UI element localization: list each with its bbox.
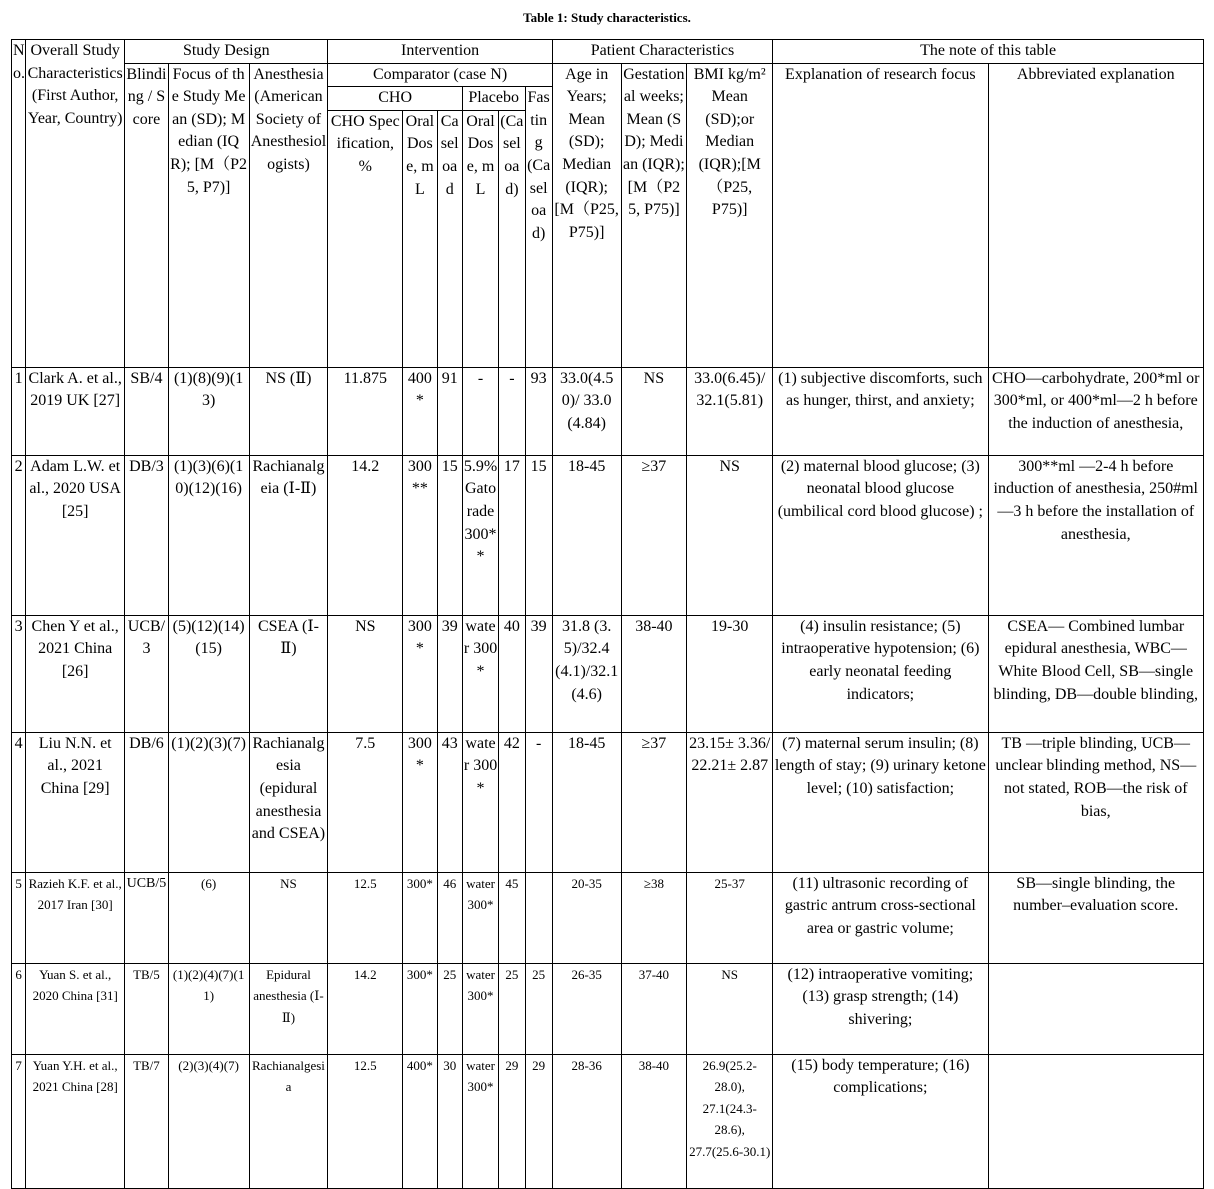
- cell-blinding: DB/3: [125, 455, 168, 615]
- cell-anesthesia: Epidural anesthesia (Ⅰ-Ⅱ): [249, 963, 328, 1054]
- cell-age: 31.8 (3.5)/32.4 (4.1)/32.1 (4.6): [552, 615, 621, 732]
- cell-placebo-oral: water 300*: [462, 872, 498, 963]
- cell-gestational: ≥38: [621, 872, 687, 963]
- header-overall: Overall Study Characteristics (First Author, Year, Country): [26, 40, 125, 368]
- cell-placebo-oral: water 300*: [462, 963, 498, 1054]
- cell-cho-case: 39: [437, 615, 462, 732]
- cell-no: 1: [12, 367, 26, 455]
- cell-study: Yuan Y.H. et al., 2021 China [28]: [26, 1054, 125, 1188]
- header-placebo: Placebo: [462, 87, 525, 111]
- cell-bmi: 26.9(25.2-28.0), 27.1(24.3-28.6), 27.7(25.6-30.1): [687, 1054, 773, 1188]
- header-placebo-oral: Oral Dose, mL: [462, 110, 498, 367]
- header-abbreviated: Abbreviated explanation: [988, 63, 1203, 367]
- cell-explanation: (15) body temperature; (16) complications;: [773, 1054, 988, 1188]
- cell-cho-oral: 300*: [403, 732, 437, 872]
- header-no: No.: [12, 40, 26, 368]
- cell-fasting: [525, 872, 552, 963]
- cell-abbreviated: TB —triple blinding, UCB—unclear blinding method, NS—not stated, ROB—the risk of bias,: [988, 732, 1203, 872]
- cell-cho-oral: 400*: [403, 1054, 437, 1188]
- cell-blinding: UCB/5: [125, 872, 168, 963]
- cell-placebo-case: -: [499, 367, 525, 455]
- header-patient-characteristics: Patient Characteristics: [552, 40, 772, 64]
- cell-anesthesia: CSEA (Ⅰ-Ⅱ): [249, 615, 328, 732]
- cell-cho-spec: 7.5: [328, 732, 403, 872]
- cell-focus: (6): [168, 872, 249, 963]
- cell-cho-oral: 300*: [403, 615, 437, 732]
- cell-focus: (2)(3)(4)(7): [168, 1054, 249, 1188]
- cell-gestational: 37-40: [621, 963, 687, 1054]
- cell-anesthesia: Rachianalgesia: [249, 1054, 328, 1188]
- cell-study: Yuan S. et al., 2020 China [31]: [26, 963, 125, 1054]
- cell-age: 33.0(4.50)/ 33.0 (4.84): [552, 367, 621, 455]
- cell-cho-oral: 300*: [403, 872, 437, 963]
- cell-blinding: SB/4: [125, 367, 168, 455]
- cell-age: 28-36: [552, 1054, 621, 1188]
- cell-placebo-oral: water 300*: [462, 615, 498, 732]
- cell-placebo-oral: -: [462, 367, 498, 455]
- cell-cho-case: 15: [437, 455, 462, 615]
- cell-placebo-case: 40: [499, 615, 525, 732]
- table-row: [12, 455, 1204, 615]
- cell-explanation: (2) maternal blood glucose; (3) neonatal blood glucose (umbilical cord blood glucose) ;: [773, 455, 988, 615]
- header-placebo-case: (Caseload): [499, 110, 525, 367]
- cell-anesthesia: NS (Ⅱ): [249, 367, 328, 455]
- cell-anesthesia: Rachianalgeia (Ⅰ-Ⅱ): [249, 455, 328, 615]
- cell-fasting: 93: [525, 367, 552, 455]
- cell-cho-case: 43: [437, 732, 462, 872]
- cell-no: 3: [12, 615, 26, 732]
- cell-cho-case: 91: [437, 367, 462, 455]
- cell-age: 20-35: [552, 872, 621, 963]
- cell-focus: (1)(3)(6)(10)(12)(16): [168, 455, 249, 615]
- cell-explanation: (4) insulin resistance; (5) intraoperative hypotension; (6) early neonatal feeding indicators;: [773, 615, 988, 732]
- cell-fasting: 39: [525, 615, 552, 732]
- cell-focus: (1)(2)(4)(7)(11): [168, 963, 249, 1054]
- cell-age: 18-45: [552, 455, 621, 615]
- cell-abbreviated: CHO—carbohydrate, 200*ml or 300*ml, or 400*ml—2 h before the induction of anesthesia,: [988, 367, 1203, 455]
- header-age: Age in Years; Mean (SD); Median (IQR); [M（P25, P75)]: [552, 63, 621, 367]
- cell-bmi: NS: [687, 455, 773, 615]
- header-intervention: Intervention: [328, 40, 552, 64]
- table-row: [12, 615, 1204, 732]
- cell-focus: (5)(12)(14)(15): [168, 615, 249, 732]
- cell-study: Chen Y et al., 2021 China [26]: [26, 615, 125, 732]
- cell-placebo-case: 42: [499, 732, 525, 872]
- cell-explanation: (1) subjective discomforts, such as hunger, thirst, and anxiety;: [773, 367, 988, 455]
- header-comparator: Comparator (case N): [328, 63, 552, 87]
- cell-study: Razieh K.F. et al., 2017 Iran [30]: [26, 872, 125, 963]
- cell-cho-spec: 12.5: [328, 872, 403, 963]
- cell-placebo-oral: 5.9% Gatorade 300**: [462, 455, 498, 615]
- study-characteristics-table: [11, 39, 1204, 1189]
- cell-age: 26-35: [552, 963, 621, 1054]
- header-cho-oral: Oral Dose, mL: [403, 110, 437, 367]
- header-gestational: Gestational weeks; Mean (SD); Median (IQR);[M（P25, P75)]: [621, 63, 687, 367]
- cell-placebo-case: 29: [499, 1054, 525, 1188]
- header-blinding: Blinding / Score: [125, 63, 168, 367]
- cell-explanation: (11) ultrasonic recording of gastric antrum cross-sectional area or gastric volume;: [773, 872, 988, 963]
- cell-no: 7: [12, 1054, 26, 1188]
- cell-bmi: 25-37: [687, 872, 773, 963]
- cell-focus: (1)(8)(9)(13): [168, 367, 249, 455]
- cell-bmi: 19-30: [687, 615, 773, 732]
- cell-blinding: DB/6: [125, 732, 168, 872]
- cell-bmi: NS: [687, 963, 773, 1054]
- cell-cho-spec: 14.2: [328, 455, 403, 615]
- cell-gestational: 38-40: [621, 1054, 687, 1188]
- cell-blinding: TB/5: [125, 963, 168, 1054]
- cell-abbreviated: [988, 963, 1203, 1054]
- header-row-1: [12, 40, 1204, 64]
- cell-explanation: (7) maternal serum insulin; (8) length of stay; (9) urinary ketone level; (10) satisfaction;: [773, 732, 988, 872]
- cell-study: Liu N.N. et al., 2021 China [29]: [26, 732, 125, 872]
- header-cho-case: Caseload: [437, 110, 462, 367]
- cell-explanation: (12) intraoperative vomiting; (13) grasp strength; (14) shivering;: [773, 963, 988, 1054]
- cell-abbreviated: [988, 1054, 1203, 1188]
- header-focus: Focus of the Study Mean (SD); Median (IQR); [M（P25, P7)]: [168, 63, 249, 367]
- cell-fasting: -: [525, 732, 552, 872]
- table-row: [12, 732, 1204, 872]
- cell-gestational: ≥37: [621, 455, 687, 615]
- cell-placebo-case: 25: [499, 963, 525, 1054]
- cell-cho-case: 25: [437, 963, 462, 1054]
- table-row: [12, 367, 1204, 455]
- cell-gestational: 38-40: [621, 615, 687, 732]
- table-row: [12, 1054, 1204, 1188]
- table-row: [12, 872, 1204, 963]
- cell-placebo-case: 17: [499, 455, 525, 615]
- cell-study: Clark A. et al., 2019 UK [27]: [26, 367, 125, 455]
- cell-bmi: 23.15± 3.36/ 22.21± 2.87: [687, 732, 773, 872]
- header-note: The note of this table: [773, 40, 1204, 64]
- cell-no: 6: [12, 963, 26, 1054]
- header-anesthesia: Anesthesia (American Society of Anesthesiologists): [249, 63, 328, 367]
- cell-cho-case: 30: [437, 1054, 462, 1188]
- cell-cho-spec: 12.5: [328, 1054, 403, 1188]
- cell-placebo-case: 45: [499, 872, 525, 963]
- header-explanation: Explanation of research focus: [773, 63, 988, 367]
- cell-anesthesia: Rachianalgesia (epidural anesthesia and CSEA): [249, 732, 328, 872]
- cell-abbreviated: SB—single blinding, the number–evaluation score.: [988, 872, 1203, 963]
- cell-cho-spec: 11.875: [328, 367, 403, 455]
- cell-cho-oral: 300*: [403, 963, 437, 1054]
- cell-study: Adam L.W. et al., 2020 USA [25]: [26, 455, 125, 615]
- cell-blinding: UCB/3: [125, 615, 168, 732]
- cell-no: 5: [12, 872, 26, 963]
- cell-placebo-oral: water 300*: [462, 732, 498, 872]
- cell-cho-spec: 14.2: [328, 963, 403, 1054]
- table-row: [12, 963, 1204, 1054]
- cell-cho-spec: NS: [328, 615, 403, 732]
- cell-anesthesia: NS: [249, 872, 328, 963]
- cell-cho-oral: 300**: [403, 455, 437, 615]
- cell-gestational: ≥37: [621, 732, 687, 872]
- cell-no: 4: [12, 732, 26, 872]
- cell-age: 18-45: [552, 732, 621, 872]
- cell-cho-case: 46: [437, 872, 462, 963]
- cell-fasting: 25: [525, 963, 552, 1054]
- cell-abbreviated: CSEA— Combined lumbar epidural anesthesia, WBC—White Blood Cell, SB—single blinding, DB—double blinding,: [988, 615, 1203, 732]
- cell-placebo-oral: water 300*: [462, 1054, 498, 1188]
- cell-fasting: 29: [525, 1054, 552, 1188]
- table-caption: Table 1: Study characteristics.: [523, 10, 691, 25]
- header-bmi: BMI kg/m² Mean (SD);or Median (IQR);[M（P25, P75)]: [687, 63, 773, 367]
- cell-bmi: 33.0(6.45)/ 32.1(5.81): [687, 367, 773, 455]
- header-row-2: [12, 63, 1204, 87]
- cell-abbreviated: 300**ml —2-4 h before induction of anesthesia, 250#ml—3 h before the installation of anesthesia,: [988, 455, 1203, 615]
- cell-focus: (1)(2)(3)(7): [168, 732, 249, 872]
- cell-blinding: TB/7: [125, 1054, 168, 1188]
- header-fasting: Fasting (Caseload): [525, 87, 552, 368]
- header-study-design: Study Design: [125, 40, 328, 64]
- cell-gestational: NS: [621, 367, 687, 455]
- header-cho-spec: CHO Specification, %: [328, 110, 403, 367]
- cell-fasting: 15: [525, 455, 552, 615]
- cell-cho-oral: 400*: [403, 367, 437, 455]
- header-cho: CHO: [328, 87, 462, 111]
- cell-no: 2: [12, 455, 26, 615]
